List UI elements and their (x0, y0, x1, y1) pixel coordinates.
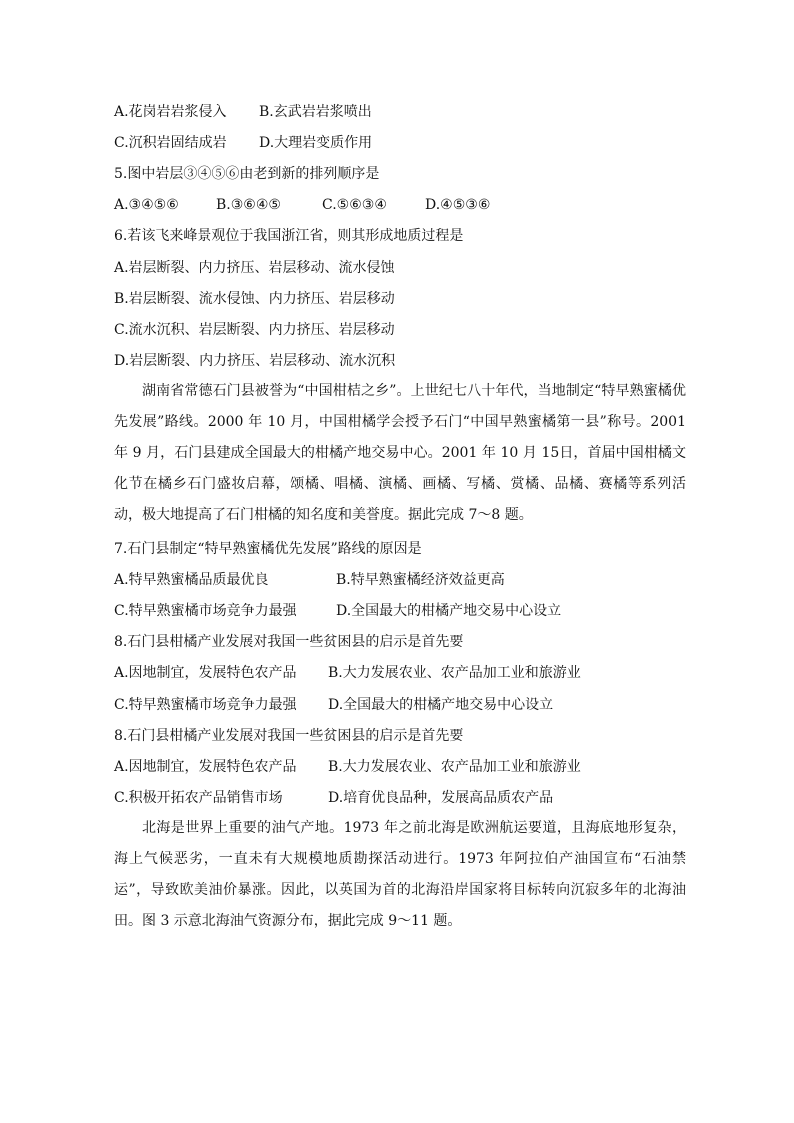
q8-stem-second: 8.石门县柑橘产业发展对我国一些贫困县的启示是首先要 (114, 728, 464, 744)
q8-first-option-a: A.因地制宜，发展特色农产品 (114, 665, 297, 681)
q6-option-d: D.岩层断裂、内力挤压、岩层移动、流水沉积 (114, 353, 396, 369)
q6-stem: 6.若该飞来峰景观位于我国浙江省，则其形成地质过程是 (114, 228, 464, 244)
q4-options-row-1 (114, 103, 372, 121)
q6-option-b: B.岩层断裂、流水侵蚀、内力挤压、岩层移动 (114, 291, 395, 307)
passage-citrus: 湖南省常德石门县被誉为“中国柑桔之乡”。上世纪七八十年代，当地制定“特早熟蜜橘优先发展”路线。2000 年 10 月，中国柑橘学会授予石门“中国早熟蜜橘第一县”称号。2001 年 9 月，石门县建成全国最大的柑橘产地交易中心。2001 年 10 月 15日，首届中国柑橘文化节在橘乡石门盛妆启幕，颂橘、唱橘、演橘、画橘、写橘、赏橘、品橘、赛橘等系列活动，极大地提高了石门柑橘的知名度和美誉度。据此完成 7～8 题。 (114, 383, 686, 523)
q5-stem: 5.图中岩层③④⑤⑥由老到新的排列顺序是 (114, 166, 380, 182)
q4-option-c: C.沉积岩固结成岩 (114, 135, 227, 151)
q8-first-options-row-2 (114, 696, 553, 714)
q7-option-a: A.特早熟蜜橘品质最优良 (114, 572, 269, 588)
q5-option-c: C.⑤⑥③④ (322, 197, 387, 213)
q7-option-d: D.全国最大的柑橘产地交易中心设立 (336, 603, 562, 619)
q8-first-options-row-1 (114, 664, 581, 682)
q4-options-row-2 (114, 134, 372, 152)
q8-second-options-row-1 (114, 758, 581, 776)
q5-option-a: A.③④⑤⑥ (114, 197, 179, 213)
q8-second-options-row-2 (114, 789, 553, 807)
q6-option-c: C.流水沉积、岩层断裂、内力挤压、岩层移动 (114, 322, 395, 338)
q4-option-b: B.玄武岩岩浆喷出 (259, 104, 372, 120)
q5-options (114, 196, 490, 214)
q8-first-option-d: D.全国最大的柑橘产地交易中心设立 (328, 697, 554, 713)
q8-first-option-b: B.大力发展农业、农产品加工业和旅游业 (328, 665, 581, 681)
q7-options-row-1 (114, 571, 505, 589)
q4-option-d: D.大理岩变质作用 (259, 135, 373, 151)
passage-north-sea: 北海是世界上重要的油气产地。1973 年之前北海是欧洲航运要道，且海底地形复杂，海上气候恶劣，一直未有大规模地质勘探活动进行。1973 年阿拉伯产油国宣布“石油禁运”，导致欧美油价暴涨。因此，以英国为首的北海沿岸国家将目标转向沉寂多年的北海油田。图 3 示意北海油气资源分布，据此完成 9～11 题。 (114, 820, 686, 929)
q7-option-c: C.特早熟蜜橘市场竞争力最强 (114, 603, 297, 619)
q6-option-a: A.岩层断裂、内力挤压、岩层移动、流水侵蚀 (114, 260, 395, 276)
q8-second-option-c: C.积极开拓农产品销售市场 (114, 790, 283, 806)
q7-option-b: B.特早熟蜜橘经济效益更高 (336, 572, 505, 588)
q7-options-row-2 (114, 602, 561, 620)
q7-stem: 7.石门县制定“特早熟蜜橘优先发展”路线的原因是 (114, 541, 422, 557)
q8-second-option-b: B.大力发展农业、农产品加工业和旅游业 (328, 759, 581, 775)
q5-option-b: B.③⑥④⑤ (216, 197, 281, 213)
q8-second-option-a: A.因地制宜，发展特色农产品 (114, 759, 297, 775)
q8-stem-first: 8.石门县柑橘产业发展对我国一些贫困县的启示是首先要 (114, 634, 464, 650)
q8-first-option-c: C.特早熟蜜橘市场竞争力最强 (114, 697, 297, 713)
q8-second-option-d: D.培育优良品种，发展高品质农产品 (328, 790, 554, 806)
q5-option-d: D.④⑤③⑥ (425, 197, 491, 213)
q4-option-a: A.花岗岩岩浆侵入 (114, 104, 227, 120)
